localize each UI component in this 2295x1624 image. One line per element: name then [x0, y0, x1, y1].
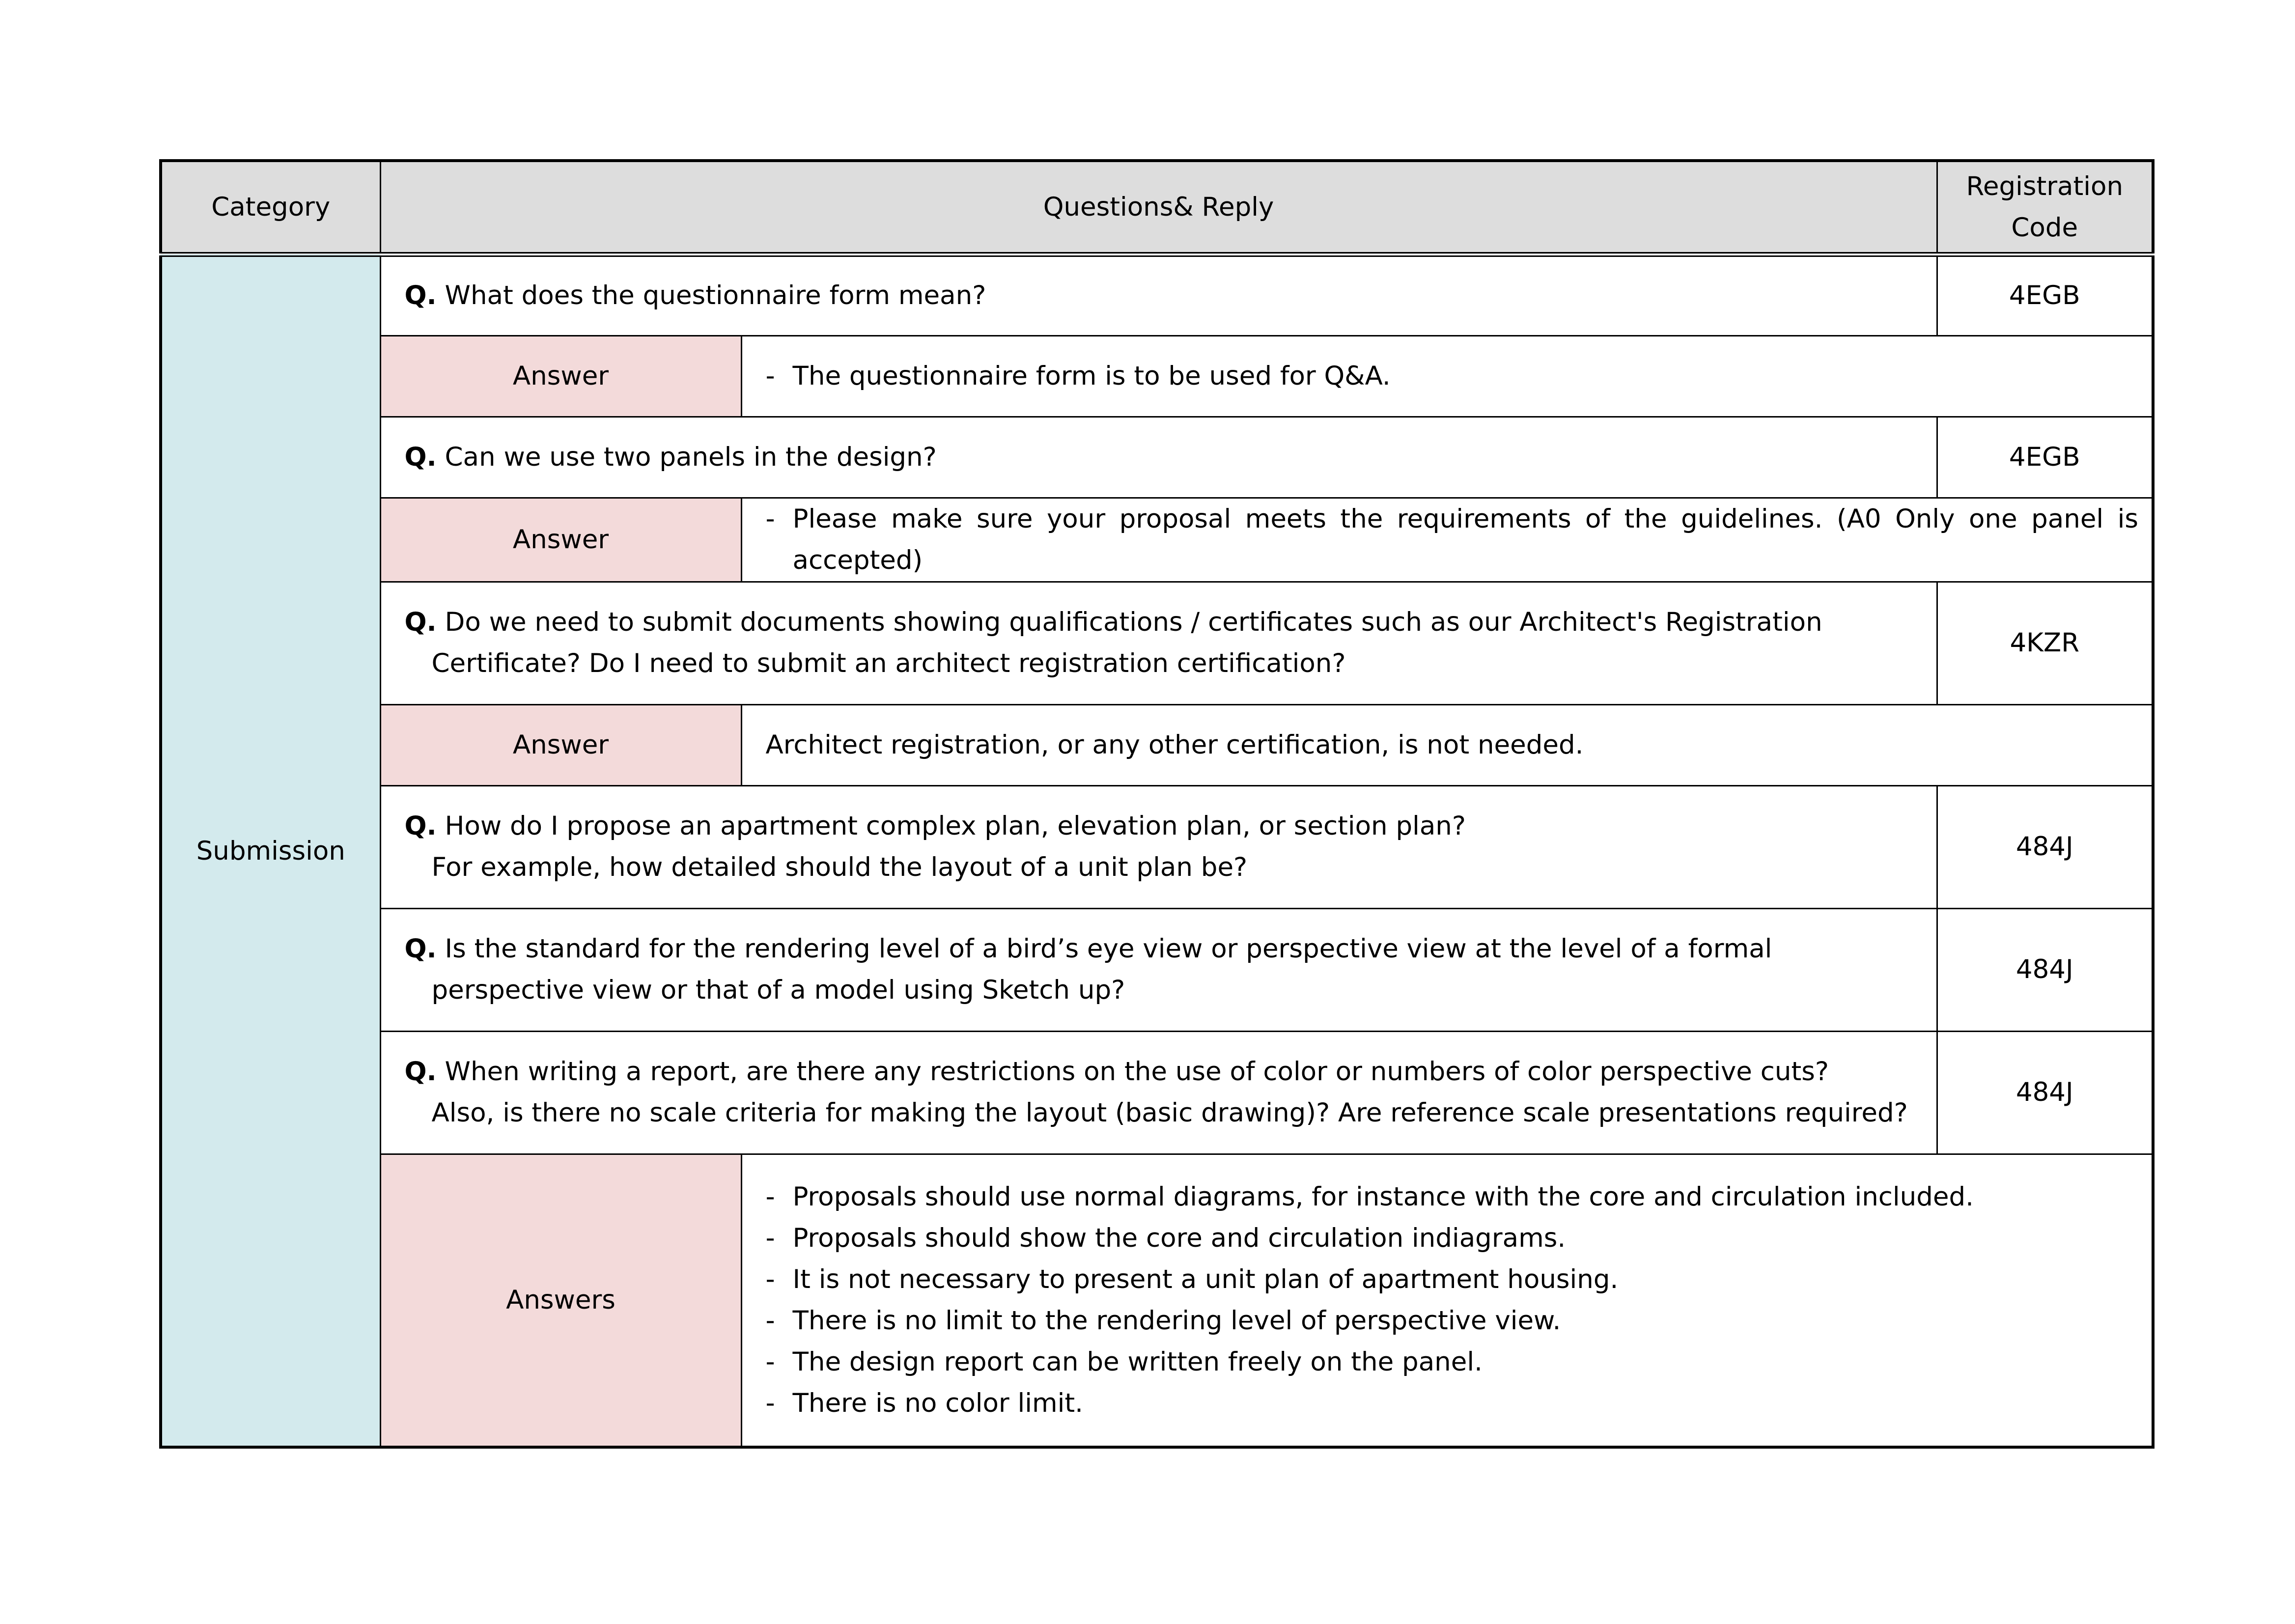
- question-mark: Q.: [404, 811, 437, 841]
- qa-table: [159, 159, 2155, 1449]
- question-line: Q. What does the questionnaire form mean?: [404, 280, 986, 311]
- registration-code: 4EGB: [1937, 254, 2153, 336]
- question-line: Certificate? Do I need to submit an architect registration certification?: [431, 648, 1346, 678]
- header-category: Category: [161, 161, 380, 254]
- header-registration-code: [1937, 161, 2153, 254]
- header-code-line-1: Registration: [1966, 171, 2124, 201]
- registration-code: 4EGB: [1937, 417, 2153, 498]
- dash-bullet: -: [765, 1305, 775, 1336]
- question-row: [161, 1031, 2153, 1154]
- dash-bullet: -: [765, 1346, 775, 1377]
- answer-line: - The questionnaire form is to be used for Q&A.: [766, 356, 2139, 397]
- header-row: [161, 161, 2153, 254]
- dash-bullet: -: [765, 1223, 775, 1253]
- answer-text: [741, 336, 2153, 417]
- answer-line: Architect registration, or any other certification, is not needed.: [765, 729, 1584, 760]
- header-questions: Questions& Reply: [380, 161, 1937, 254]
- question-row: [161, 254, 2153, 336]
- answer-row: [161, 498, 2153, 582]
- registration-code: 4KZR: [1937, 582, 2153, 704]
- question-mark: Q.: [404, 1057, 437, 1087]
- question-line: Also, is there no scale criteria for making the layout (basic drawing)? Are reference scale presentations required?: [431, 1098, 1908, 1128]
- question-mark: Q.: [404, 934, 437, 964]
- answer-line: - There is no color limit.: [766, 1383, 2139, 1424]
- question-row: [161, 908, 2153, 1031]
- answer-line: - It is not necessary to present a unit plan of apartment housing.: [766, 1259, 2139, 1300]
- question-mark: Q.: [404, 280, 437, 311]
- answer-label: Answer: [380, 336, 741, 417]
- question-row: [161, 417, 2153, 498]
- answer-text: [741, 498, 2153, 582]
- question-row: [161, 582, 2153, 704]
- question-mark: Q.: [404, 607, 437, 637]
- qa-body: [161, 254, 2153, 1447]
- answer-line: - Please make sure your proposal meets the requirements of the guidelines. (A0 Only one panel is accepted): [766, 499, 2139, 581]
- header-code-line-2: Code: [2011, 212, 2078, 243]
- question-text: [380, 582, 1937, 704]
- answer-row: [161, 336, 2153, 417]
- answer-label: Answer: [380, 704, 741, 785]
- question-line: Q. When writing a report, are there any restrictions on the use of color or numbers of color perspective cuts?: [404, 1057, 1829, 1087]
- answer-text: [741, 1154, 2153, 1447]
- registration-code: 484J: [1937, 785, 2153, 908]
- answer-text: [741, 704, 2153, 785]
- answer-line: - Proposals should use normal diagrams, for instance with the core and circulation included.: [766, 1176, 2139, 1218]
- answer-label: Answer: [380, 498, 741, 582]
- answer-line: - The design report can be written freely on the panel.: [766, 1342, 2139, 1383]
- dash-bullet: -: [765, 361, 775, 391]
- question-line: Q. Can we use two panels in the design?: [404, 442, 937, 472]
- answer-row: [161, 1154, 2153, 1447]
- answer-line: - Proposals should show the core and circulation indiagrams.: [766, 1218, 2139, 1259]
- registration-code: 484J: [1937, 1031, 2153, 1154]
- question-line: Q. Is the standard for the rendering level of a bird’s eye view or perspective view at the level of a formal: [404, 934, 1772, 964]
- dash-bullet: -: [765, 1181, 775, 1212]
- question-row: [161, 785, 2153, 908]
- question-line: For example, how detailed should the layout of a unit plan be?: [431, 852, 1248, 882]
- question-mark: Q.: [404, 442, 437, 472]
- question-text: [380, 1031, 1937, 1154]
- dash-bullet: -: [765, 504, 775, 534]
- registration-code: 484J: [1937, 908, 2153, 1031]
- question-text: [380, 908, 1937, 1031]
- question-line: Q. How do I propose an apartment complex plan, elevation plan, or section plan?: [404, 811, 1466, 841]
- answer-line: - There is no limit to the rendering level of perspective view.: [766, 1300, 2139, 1342]
- question-line: Q. Do we need to submit documents showing qualifications / certificates such as our Architect's Registration: [404, 607, 1822, 637]
- question-line: perspective view or that of a model using Sketch up?: [431, 975, 1125, 1005]
- answer-label: Answers: [380, 1154, 741, 1447]
- question-text: [380, 417, 1937, 498]
- question-text: [380, 785, 1937, 908]
- question-text: [380, 254, 1937, 336]
- dash-bullet: -: [765, 1264, 775, 1294]
- answer-row: [161, 704, 2153, 785]
- category-cell: Submission: [161, 254, 380, 1447]
- dash-bullet: -: [765, 1388, 775, 1418]
